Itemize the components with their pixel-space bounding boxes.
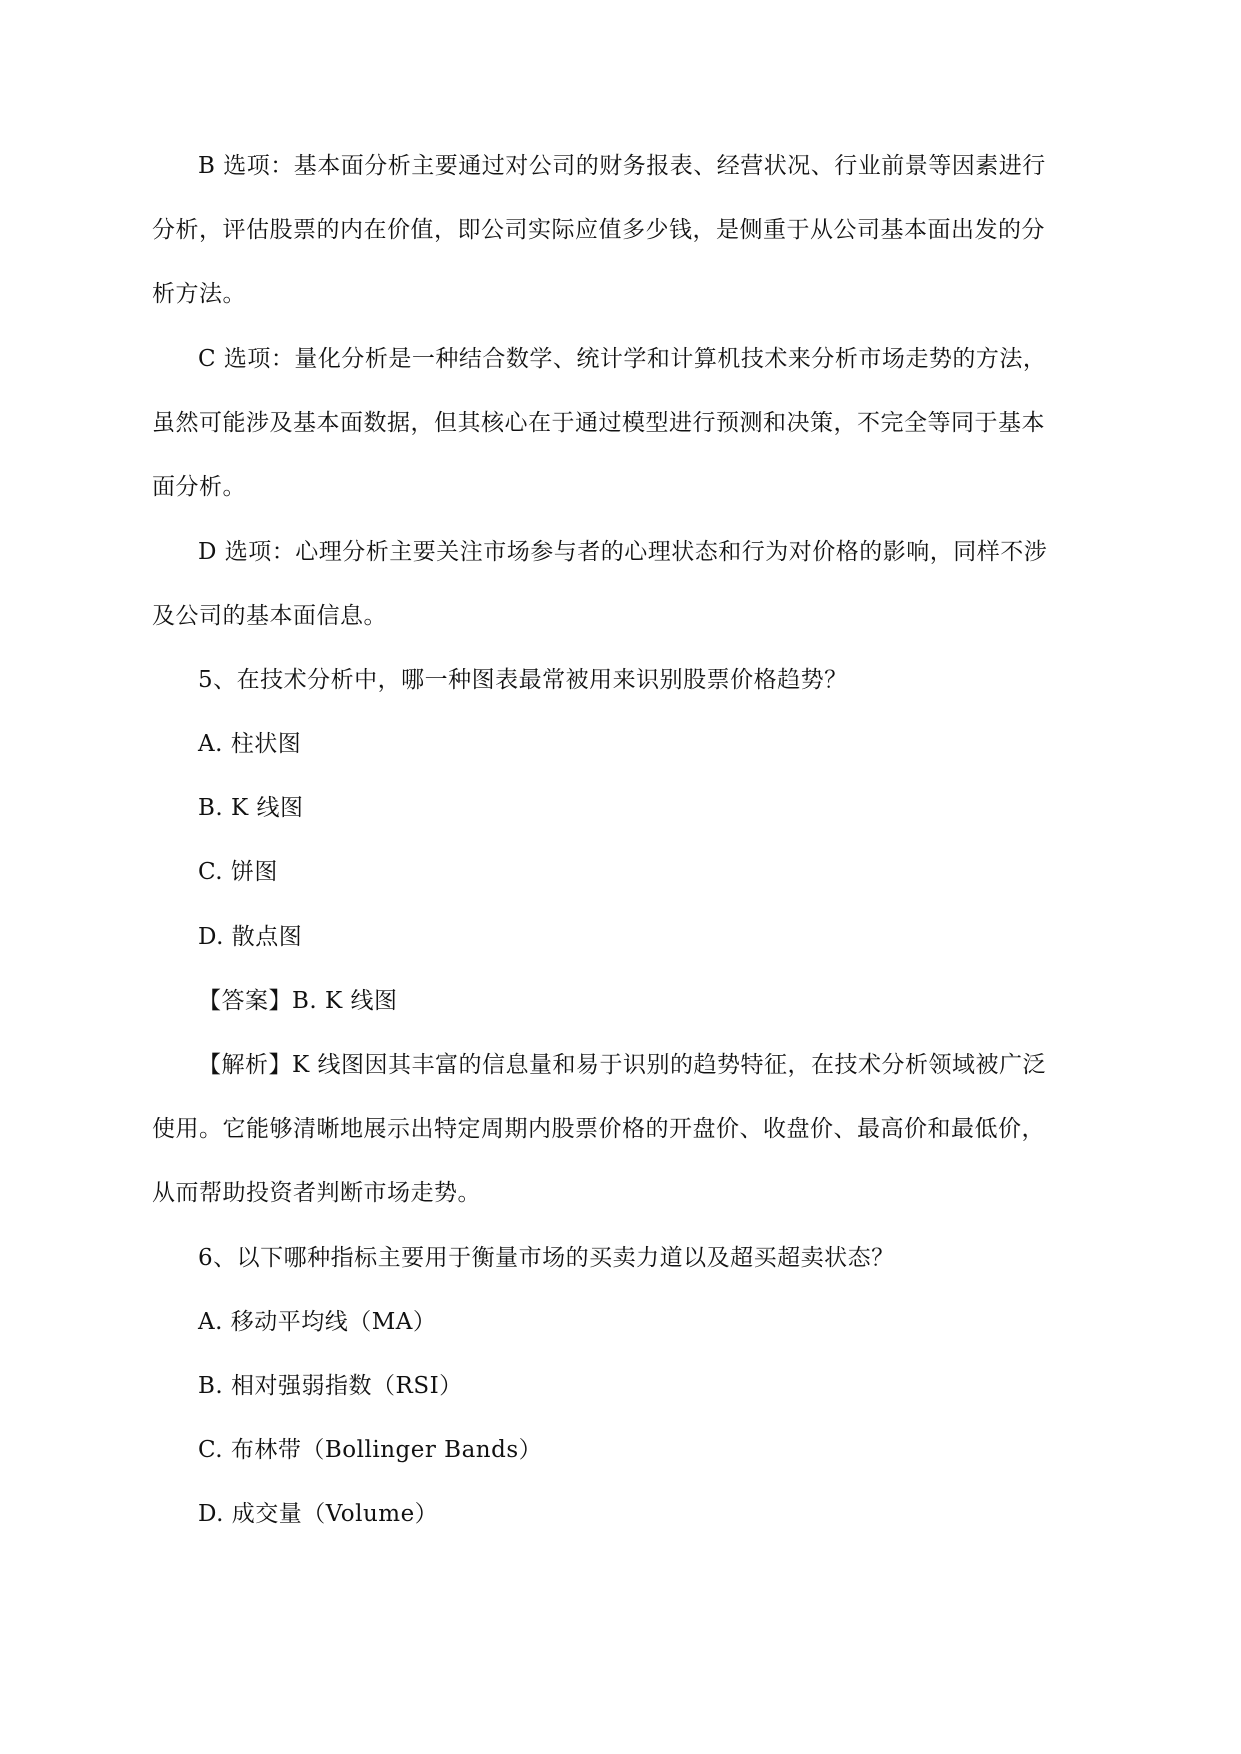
question-5-option-b: B. K 线图 xyxy=(198,795,304,821)
question-5-analysis-line-3: 从而帮助投资者判断市场走势。 xyxy=(152,1180,481,1206)
question-5-option-d: D. 散点图 xyxy=(198,924,303,950)
question-6-option-b: B. 相对强弱指数（RSI） xyxy=(198,1373,463,1399)
question-6-option-d: D. 成交量（Volume） xyxy=(198,1501,439,1527)
b-option-line-2: 分析，评估股票的内在价值，即公司实际应值多少钱，是侧重于从公司基本面出发的分 xyxy=(152,217,1045,243)
question-6-option-a: A. 移动平均线（MA） xyxy=(198,1309,437,1335)
question-6-stem: 6、以下哪种指标主要用于衡量市场的买卖力道以及超买超卖状态？ xyxy=(198,1245,895,1271)
question-5-stem: 5、在技术分析中，哪一种图表最常被用来识别股票价格趋势？ xyxy=(198,667,848,693)
c-option-line-2: 虽然可能涉及基本面数据，但其核心在于通过模型进行预测和决策，不完全等同于基本 xyxy=(152,410,1045,436)
question-6-option-c: C. 布林带（Bollinger Bands） xyxy=(198,1437,543,1463)
c-option-line-1: C 选项：量化分析是一种结合数学、统计学和计算机技术来分析市场走势的方法， xyxy=(198,346,1047,372)
question-5-option-c: C. 饼图 xyxy=(198,859,278,885)
question-5-analysis-line-2: 使用。它能够清晰地展示出特定周期内股票价格的开盘价、收盘价、最高价和最低价， xyxy=(152,1116,1045,1142)
b-option-line-1: B 选项：基本面分析主要通过对公司的财务报表、经营状况、行业前景等因素进行 xyxy=(198,153,1046,179)
d-option-line-1: D 选项：心理分析主要关注市场参与者的心理状态和行为对价格的影响，同样不涉 xyxy=(198,539,1048,565)
c-option-line-3: 面分析。 xyxy=(152,474,246,500)
question-5-option-a: A. 柱状图 xyxy=(198,731,302,757)
b-option-line-3: 析方法。 xyxy=(152,281,246,307)
question-5-answer: 【答案】B. K 线图 xyxy=(198,988,398,1014)
question-5-analysis-line-1: 【解析】K 线图因其丰富的信息量和易于识别的趋势特征，在技术分析领域被广泛 xyxy=(198,1052,1046,1078)
d-option-line-2: 及公司的基本面信息。 xyxy=(152,603,387,629)
